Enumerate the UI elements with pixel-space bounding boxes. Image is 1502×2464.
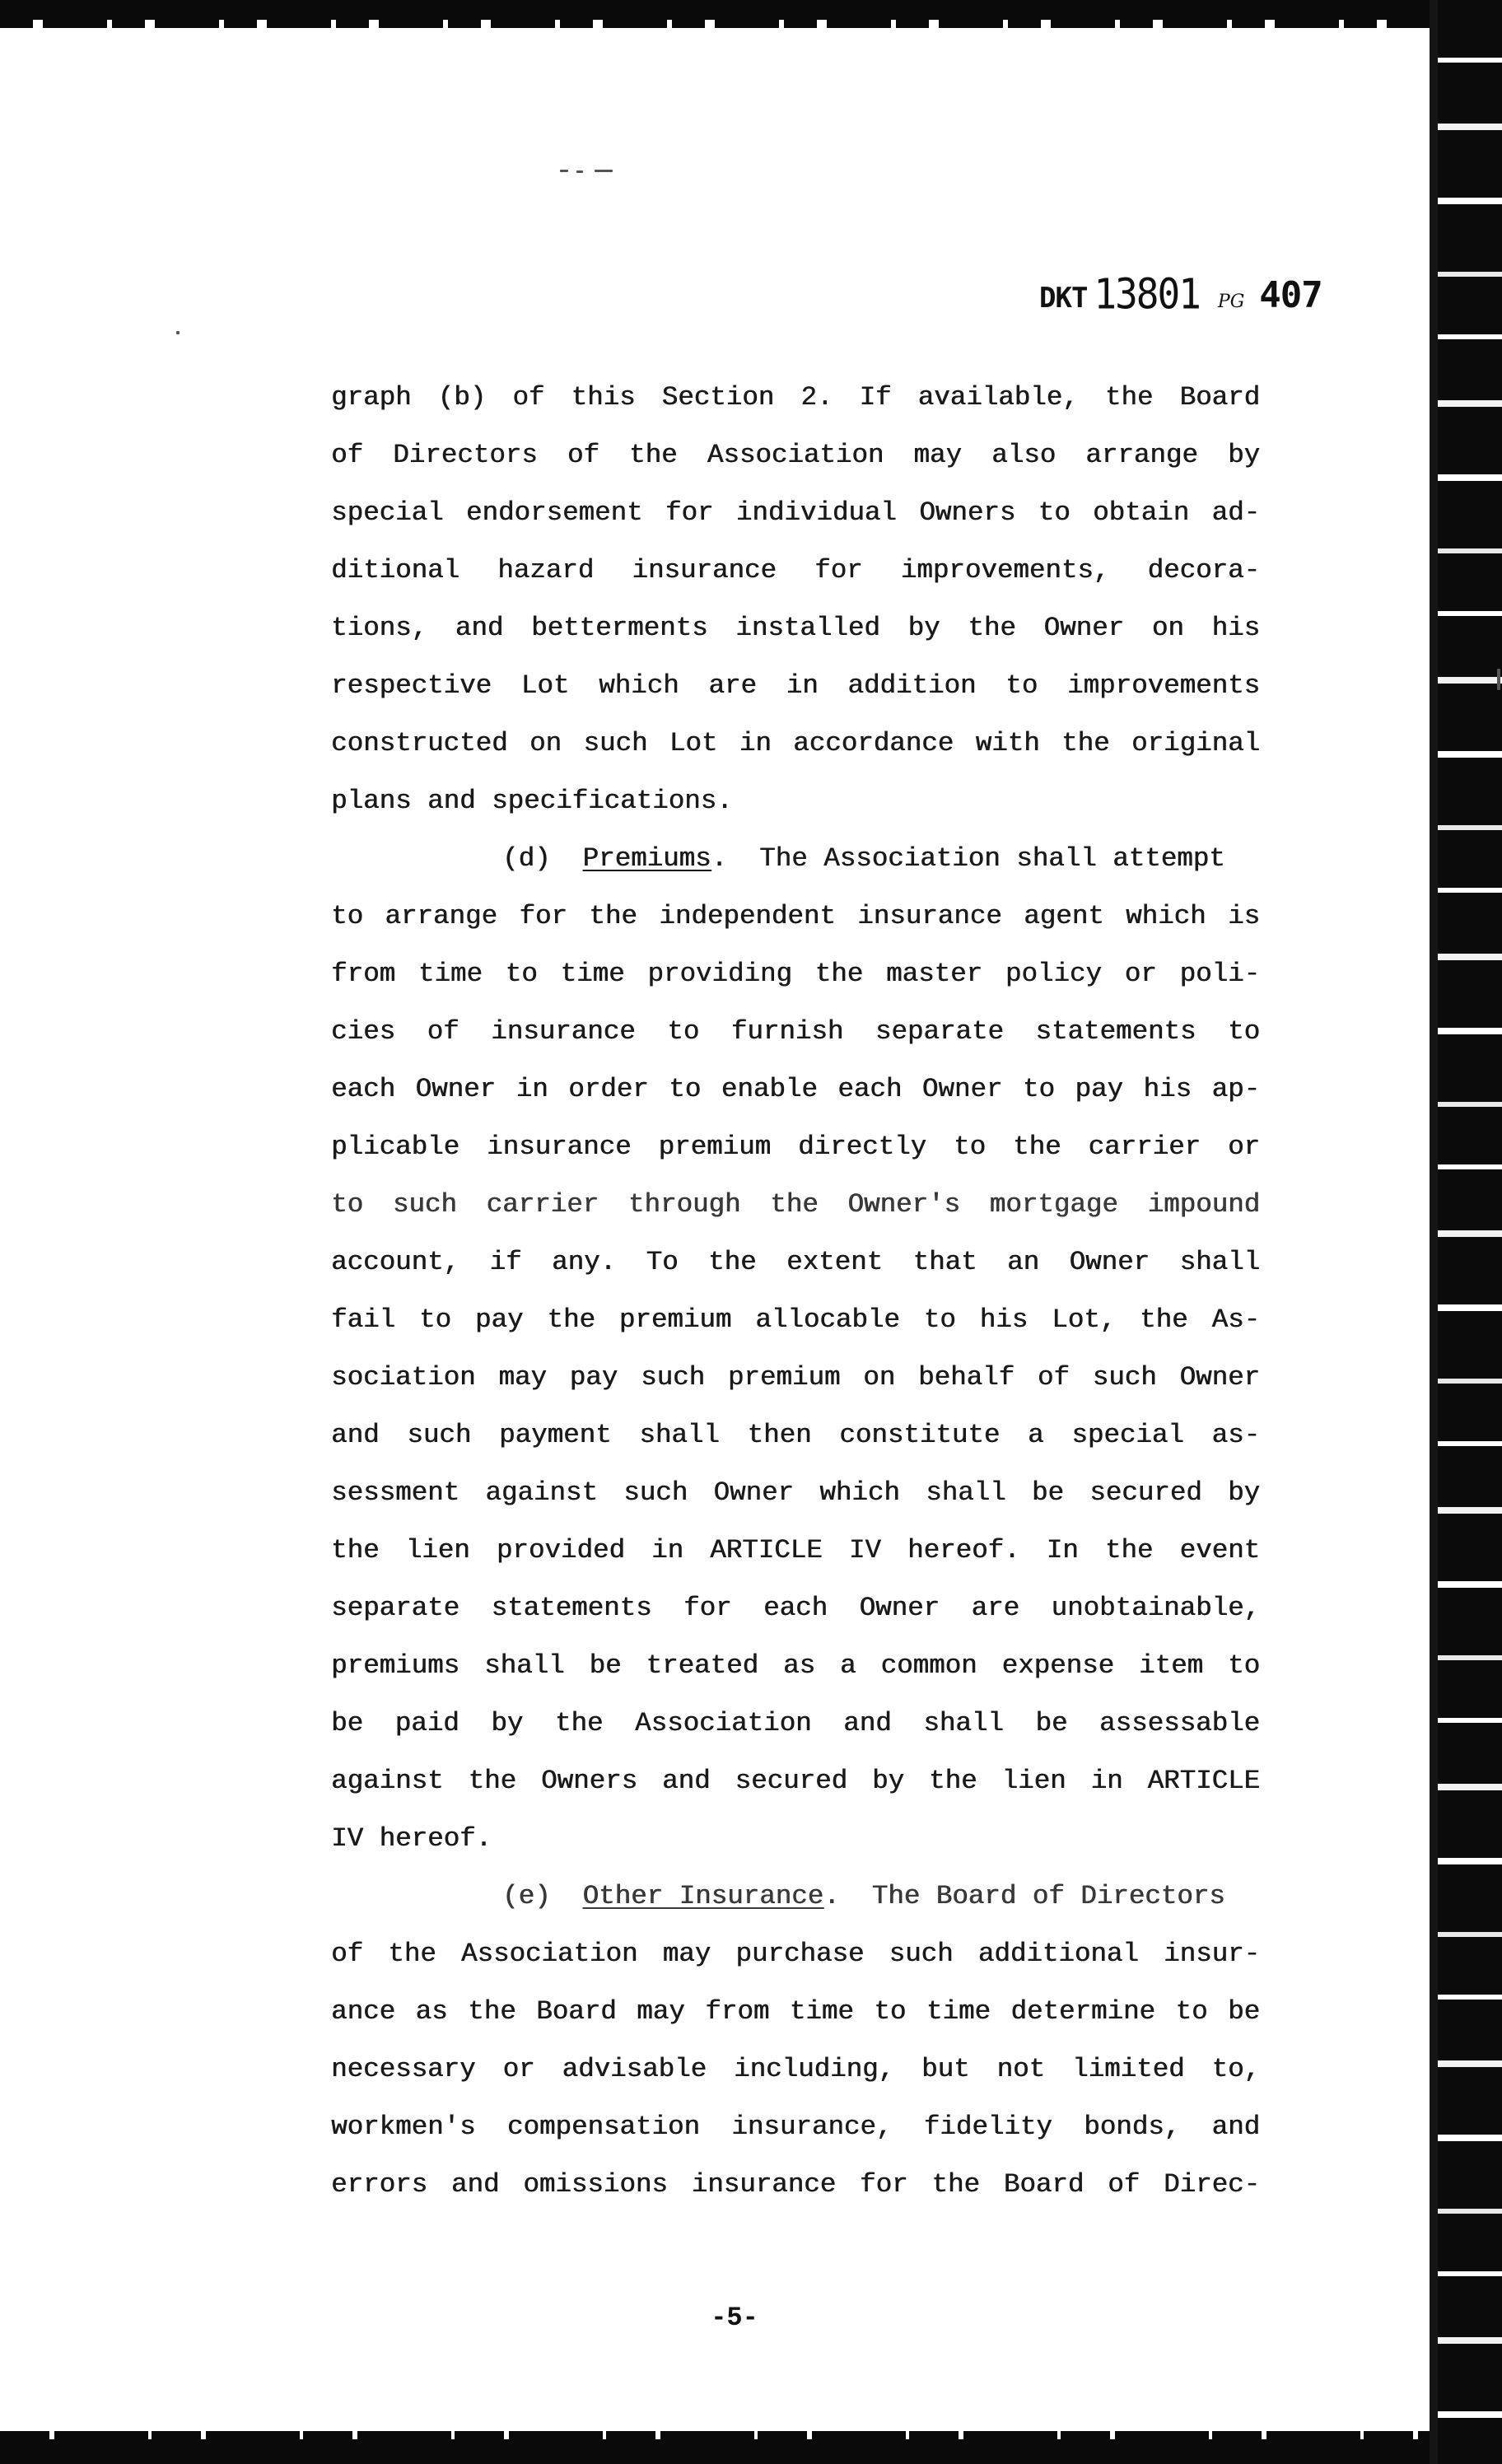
docket-label: DKT	[1039, 282, 1088, 315]
text-line: each Owner in order to enable each Owner to pay his ap-	[331, 1074, 1260, 1104]
text-line: fail to pay the premium allocable to his Lot, the As-	[331, 1304, 1260, 1335]
scan-top-edge	[0, 0, 1502, 25]
docket-stamp	[1039, 269, 1322, 321]
text-line: plans and specifications.	[331, 786, 733, 816]
text-line: be paid by the Association and shall be assessable	[331, 1708, 1260, 1738]
text-line: to such carrier through the Owner's mortgage impound	[331, 1189, 1260, 1220]
text-line: separate statements for each Owner are unobtainable,	[331, 1593, 1260, 1623]
docket-page-ref: 407	[1259, 274, 1322, 316]
scan-speck	[176, 331, 180, 334]
text-line: from time to time providing the master policy or poli-	[331, 959, 1260, 989]
text-line: sociation may pay such premium on behalf of such Owner	[331, 1362, 1260, 1393]
document-body	[331, 369, 1260, 2214]
text-line: account, if any. To the extent that an Owner shall	[331, 1247, 1260, 1277]
page-label: PG	[1217, 292, 1245, 312]
text-line: plicable insurance premium directly to the carrier or	[331, 1132, 1260, 1162]
text-line: sessment against such Owner which shall be secured by	[331, 1477, 1260, 1508]
text-line: against the Owners and secured by the lien in ARTICLE	[331, 1766, 1260, 1796]
scan-speck	[1497, 669, 1500, 690]
text-line: and such payment shall then constitute a special as-	[331, 1420, 1260, 1450]
text-line: the lien provided in ARTICLE IV hereof. In the event	[331, 1535, 1260, 1566]
text-line: of the Association may purchase such additional insur-	[331, 1939, 1260, 1969]
text-line: tions, and betterments installed by the Owner on his	[331, 613, 1260, 643]
text-line: respective Lot which are in addition to improvements	[331, 670, 1260, 701]
text-line: ance as the Board may from time to time determine to be	[331, 1996, 1260, 2027]
paragraph-text: . The Association shall attempt	[711, 843, 1225, 874]
docket-number: 13801	[1094, 269, 1200, 319]
text-line: to arrange for the independent insurance agent which is	[331, 901, 1260, 931]
text-line: workmen's compensation insurance, fidelity bonds, and	[331, 2112, 1260, 2142]
scan-right-edge-line	[1430, 0, 1438, 2464]
scan-speck	[595, 170, 613, 172]
text-line: special endorsement for individual Owners to obtain ad-	[331, 497, 1260, 528]
scan-bottom-edge	[0, 2431, 1502, 2464]
page-number: -5-	[711, 2303, 758, 2333]
text-line: constructed on such Lot in accordance with the original	[331, 728, 1260, 758]
text-line: IV hereof.	[331, 1823, 492, 1854]
text-line: cies of insurance to furnish separate statements to	[331, 1016, 1260, 1047]
text-line: premiums shall be treated as a common expense item to	[331, 1650, 1260, 1681]
scan-speck	[560, 170, 568, 172]
paragraph-marker: (e)	[502, 1881, 551, 1911]
text-line: ditional hazard insurance for improvements, decora-	[331, 555, 1260, 586]
scan-speck	[576, 170, 583, 173]
text-line: errors and omissions insurance for the Board of Direc-	[331, 2169, 1260, 2200]
paragraph-text: . The Board of Directors	[823, 1881, 1225, 1911]
paragraph-e-heading-line	[331, 1868, 1260, 1925]
text-line: necessary or advisable including, but not limited to,	[331, 2054, 1260, 2084]
paragraph-heading-other-insurance: Other Insurance	[582, 1881, 824, 1911]
paragraph-marker: (d)	[502, 843, 551, 874]
paragraph-heading-premiums: Premiums	[582, 843, 711, 874]
text-line: of Directors of the Association may also arrange by	[331, 440, 1260, 470]
paragraph-d-heading-line	[331, 830, 1260, 888]
text-line: graph (b) of this Section 2. If available, the Board	[331, 382, 1260, 413]
scan-right-edge	[1430, 0, 1502, 2464]
